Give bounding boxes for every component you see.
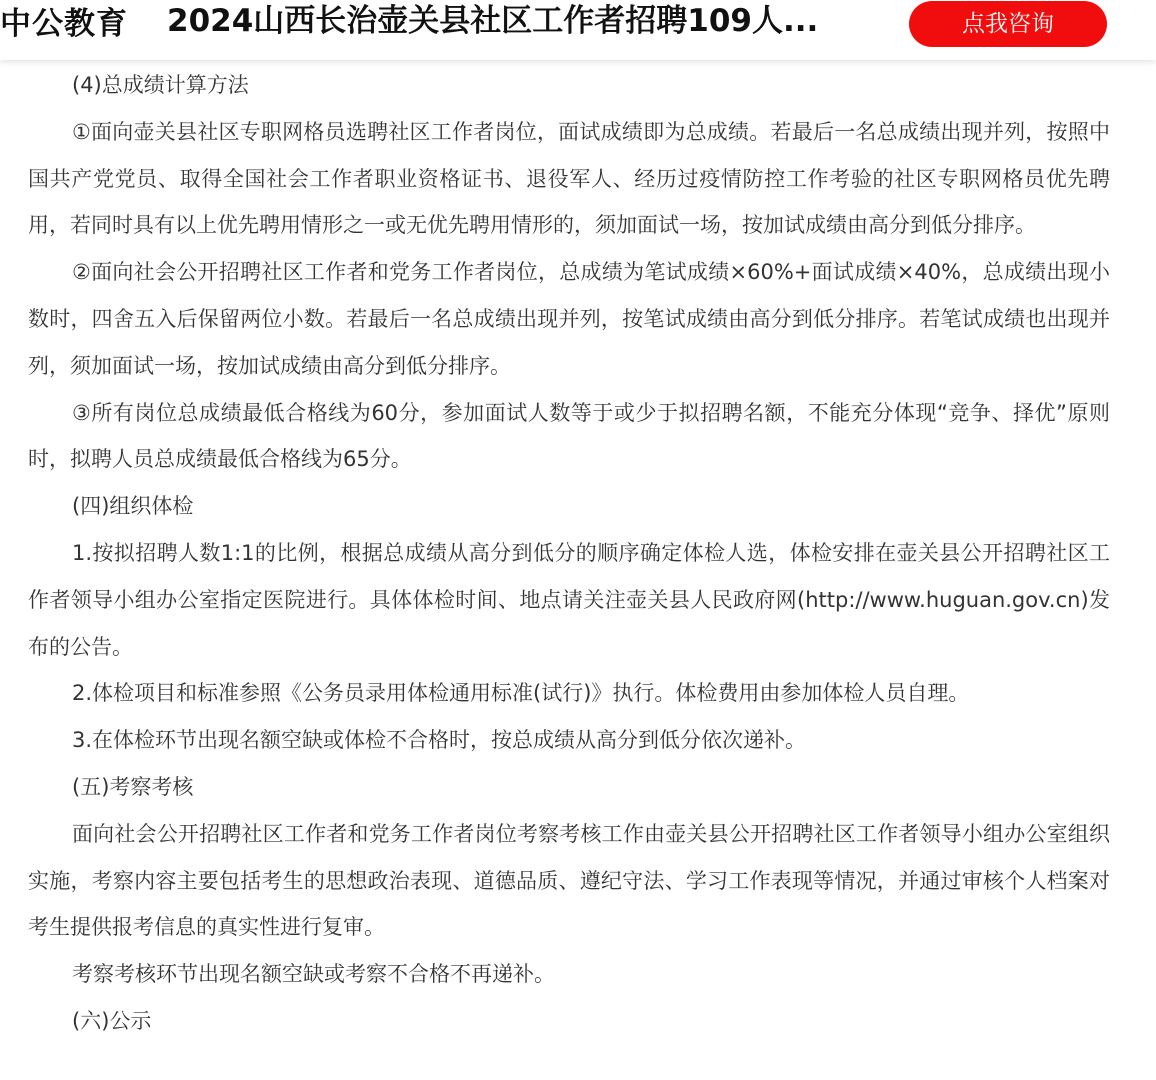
article-body [28,62,1110,1045]
heading-score-calculation: (4)总成绩计算方法 [72,73,249,97]
top-header [0,0,1156,60]
paragraph-exam-vacancy: 3.在体检环节出现名额空缺或体检不合格时，按总成绩从高分到低分依次递补。 [72,728,807,753]
paragraph-exam-standards: 2.体检项目和标准参照《公务员录用体检通用标准(试行)》执行。体检费用由参加体检人员自理。 [72,681,970,706]
heading-publicity: (六)公示 [72,1008,152,1033]
paragraph-exam-arrangement: 1.按拟招聘人数1:1的比例，根据总成绩从高分到低分的顺序确定体检人选，体检安排在壶关县公开招聘社区工作者领导小组办公室指定医院进行。具体体检时间、地点请关注壶关县人民政府网(http://www.huguan.gov.cn)发布的公告。 [28,540,1110,659]
heading-assessment: (五)考察考核 [72,774,194,799]
paragraph-grid-worker-score: ①面向壶关县社区专职网格员选聘社区工作者岗位，面试成绩即为总成绩。若最后一名总成绩出现并列，按照中国共产党党员、取得全国社会工作者职业资格证书、退役军人、经历过疫情防控工作考验的社区专职网格员优先聘用，若同时具有以上优先聘用情形之一或无优先聘用情形的，须加面试一场，按加试成绩由高分到低分排序。 [28,119,1110,238]
site-logo[interactable]: 中公教育 [0,6,128,42]
article-title: 2024山西长治壶关县社区工作者招聘109人... [167,3,819,39]
paragraph-assessment-vacancy: 考察考核环节出现名额空缺或考察不合格不再递补。 [72,962,555,987]
heading-physical-exam: (四)组织体检 [72,494,194,519]
consult-button[interactable]: 点我咨询 [909,1,1107,47]
paragraph-public-recruit-score: ②面向社会公开招聘社区工作者和党务工作者岗位，总成绩为笔试成绩×60%+面试成绩×40%，总成绩出现小数时，四舍五入后保留两位小数。若最后一名总成绩出现并列，按笔试成绩由高分到低分排序。若笔试成绩也出现并列，须加面试一场，按加试成绩由高分到低分排序。 [28,260,1110,378]
paragraph-assessment-content: 面向社会公开招聘社区工作者和党务工作者岗位考察考核工作由壶关县公开招聘社区工作者领导小组办公室组织实施，考察内容主要包括考生的思想政治表现、道德品质、遵纪守法、学习工作表现等情况，并通过审核个人档案对考生提供报考信息的真实性进行复审。 [28,821,1110,940]
paragraph-minimum-pass-line: ③所有岗位总成绩最低合格线为60分，参加面试人数等于或少于拟招聘名额，不能充分体现“竞争、择优”原则时，拟聘人员总成绩最低合格线为65分。 [28,400,1110,472]
